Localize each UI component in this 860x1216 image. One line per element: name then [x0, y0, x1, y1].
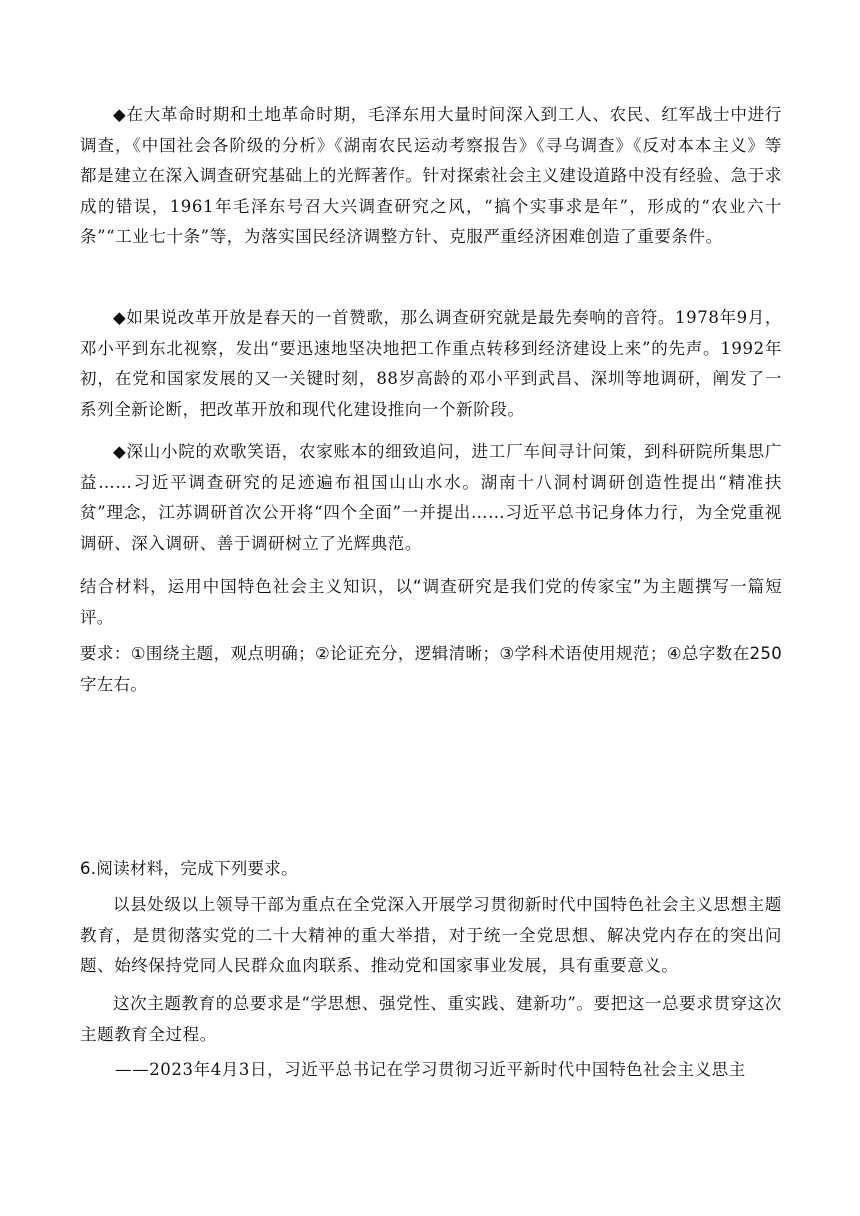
task-requirements: 要求：①围绕主题，观点明确；②论证充分，逻辑清晰；③学科术语使用规范；④总字数在250字左右。: [80, 644, 782, 694]
material-paragraph-xi: ◆深山小院的欢歌笑语，农家账本的细致追问，进工厂车间寻计问策，到科研院所集思广益……习近平调查研究的足迹遍布祖国山山水水。湖南十八洞村调研创造性提出“精准扶贫”理念，江苏调研首次公开将“四个全面”一并提出……习近平总书记身体力行，为全党重视调研、深入调研、善于调研树立了光辉典范。: [80, 442, 782, 553]
task-prompt: 结合材料，运用中国特色社会主义知识，以“调查研究是我们党的传家宝”为主题撰写一篇短评。: [80, 577, 782, 627]
question-6-paragraph-1: 以县处级以上领导干部为重点在全党深入开展学习贯彻新时代中国特色社会主义思想主题教育，是贯彻落实党的二十大精神的重大举措，对于统一全党思想、解决党内存在的突出问题、始终保持党同人民群众血肉联系、推动党和国家事业发展，具有重要意义。: [80, 895, 782, 976]
material-paragraph-mao: ◆在大革命时期和土地革命时期，毛泽东用大量时间深入到工人、农民、红军战士中进行调查，《中国社会各阶级的分析》《湖南农民运动考察报告》《寻乌调查》《反对本本主义》等都是建立在深入调查研究基础上的光辉著作。针对探索社会主义建设道路中没有经验、急于求成的错误，1961年毛泽东号召大兴调查研究之风，“搞个实事求是年”，形成的“农业六十条”“工业七十条”等，为落实国民经济调整方针、克服严重经济困难创造了重要条件。: [80, 105, 782, 247]
material-paragraph-deng: ◆如果说改革开放是春天的一首赞歌，那么调查研究就是最先奏响的音符。1978年9月，邓小平到东北视察，发出“要迅速地坚决地把工作重点转移到经济建设上来”的先声。1992年初，在党和国家发展的又一关键时刻，88岁高龄的邓小平到武昌、深圳等地调研，阐发了一系列全新论断，把改革开放和现代化建设推向一个新阶段。: [80, 308, 782, 419]
question-6-heading: 6.阅读材料，完成下列要求。: [80, 859, 298, 878]
question-6-paragraph-2: 这次主题教育的总要求是“学思想、强党性、重实践、建新功”。要把这一总要求贯穿这次主题教育全过程。: [80, 994, 782, 1044]
question-6-source: ——2023年4月3日，习近平总书记在学习贯彻习近平新时代中国特色社会主义思主: [115, 1060, 746, 1079]
